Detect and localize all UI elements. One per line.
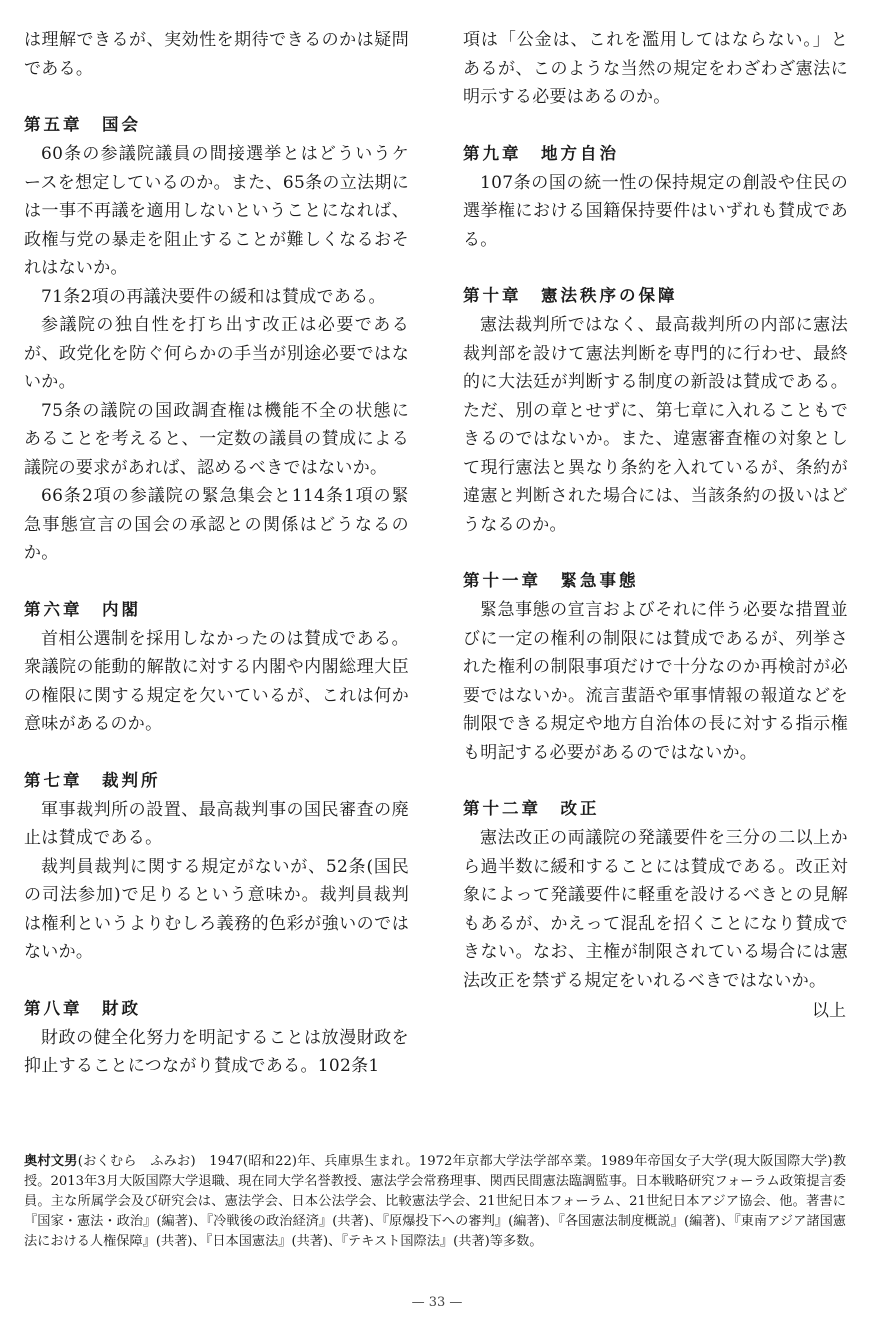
left-column: [24, 26, 409, 1081]
paragraph: 71条2項の再議決要件の緩和は賛成である。: [41, 286, 386, 307]
paragraph: 裁判員裁判に関する規定がないが、52条(国民の司法参加)で足りるという意味か。裁判員裁判は権利というよりむしろ義務的色彩が強いのではないか。: [24, 856, 409, 962]
paragraph: 軍事裁判所の設置、最高裁判事の国民審査の廃止は賛成である。: [24, 799, 409, 848]
paragraph: は理解できるが、実効性を期待できるのかは疑問である。: [24, 30, 409, 79]
paragraph: 憲法改正の両議院の発議要件を三分の二以上から過半数に緩和することには賛成である。改正対象によって発議要件に軽重を設けるべきとの見解もあるが、かえって混乱を招くことになり賛成できない。なお、主権が制限されている場合には憲法改正を禁ずる規定をいれるべきではないか。: [463, 828, 848, 991]
paragraph: 緊急事態の宣言およびそれに伴う必要な措置並びに一定の権利の制限には賛成であるが、列挙された権利の制限事項だけで十分なのか再検討が必要ではないか。流言蜚語や軍事情報の報道などを制限できる規定や地方自治体の長に対する指示権も明記する必要があるのではないか。: [463, 600, 848, 763]
paragraph: 60条の参議院議員の間接選挙とはどういうケースを想定しているのか。また、65条の立法期には一事不再議を適用しないということになれば、政権与党の暴走を阻止することが難しくなるおそれはないか。: [24, 144, 409, 278]
paragraph: 項は「公金は、これを濫用してはならない。」とあるが、このような当然の規定をわざわざ憲法に明示する必要はあるのか。: [463, 30, 848, 107]
paragraph: 財政の健全化努力を明記することは放漫財政を抑止することにつながり賛成である。102条1: [24, 1027, 409, 1076]
chapter-heading: 第十一章 緊急事態: [463, 571, 639, 590]
paragraph: 首相公選制を採用しなかったのは賛成である。衆議院の能動的解散に対する内閣や内閣総理大臣の権限に関する規定を欠いているが、これは何か意味があるのか。: [24, 628, 409, 734]
author-name: 奥村文男: [24, 1154, 78, 1169]
right-column: [463, 26, 848, 995]
author-bio: [24, 1152, 846, 1252]
paragraph: 75条の議院の国政調査権は機能不全の状態にあることを考えると、一定数の議員の賛成による議院の要求があれば、認めるべきではないか。: [24, 400, 409, 478]
paragraph: 憲法裁判所ではなく、最高裁判所の内部に憲法裁判部を設けて憲法判断を専門的に行わせ、最終的に大法廷が判断する制度の新設は賛成である。ただ、別の章とせずに、第七章に入れることもできるのではないか。また、違憲審査権の対象として現行憲法と異なり条約を入れているが、条約が違憲と判断された場合には、当該条約の扱いはどうなるのか。: [463, 315, 848, 535]
chapter-heading: 第六章 内閣: [24, 599, 141, 619]
paragraph: 107条の国の統一性の保持規定の創設や住民の選挙権における国籍保持要件はいずれも賛成である。: [463, 172, 848, 250]
chapter-heading: 第九章 地方自治: [463, 143, 619, 163]
chapter-heading: 第十二章 改正: [463, 799, 600, 818]
chapter-heading: 第十章 憲法秩序の保障: [463, 286, 678, 305]
chapter-heading: 第八章 財政: [24, 998, 141, 1018]
author-bio-text: (おくむら ふみお) 1947(昭和22)年、兵庫県生まれ。1972年京都大学法学部卒業。1989年帝国女子大学(現大阪国際大学)教授。2013年3月大阪国際大学退職、現在同大学名誉教授、憲法学会常務理事、関西民間憲法臨調監事。日本戦略研究フォーラム政策提言委員。主な所属学会及び研究会は、憲法学会、日本公法学会、比較憲法学会、21世紀日本フォーラム、21世紀日本アジア協会、他。著書に『国家・憲法・政治』(編著)、『冷戦後の政治経済』(共著)、『原爆投下への審判』(編著)、『各国憲法制度概説』(編著)、『東南アジア諸国憲法における人権保障』(共著)、『日本国憲法』(共著)、『テキスト国際法』(共著)等多数。: [24, 1154, 847, 1249]
chapter-heading: 第五章 国会: [24, 115, 141, 134]
chapter-heading: 第七章 裁判所: [24, 770, 161, 790]
page-number: — 33 —: [411, 1295, 463, 1310]
closing-mark: 以上: [812, 1001, 846, 1021]
paragraph: 66条2項の参議院の緊急集会と114条1項の緊急事態宣言の国会の承認との関係はどうなるのか。: [24, 486, 409, 563]
paragraph: 参議院の独自性を打ち出す改正は必要であるが、政党化を防ぐ何らかの手当が別途必要ではないか。: [24, 315, 409, 392]
